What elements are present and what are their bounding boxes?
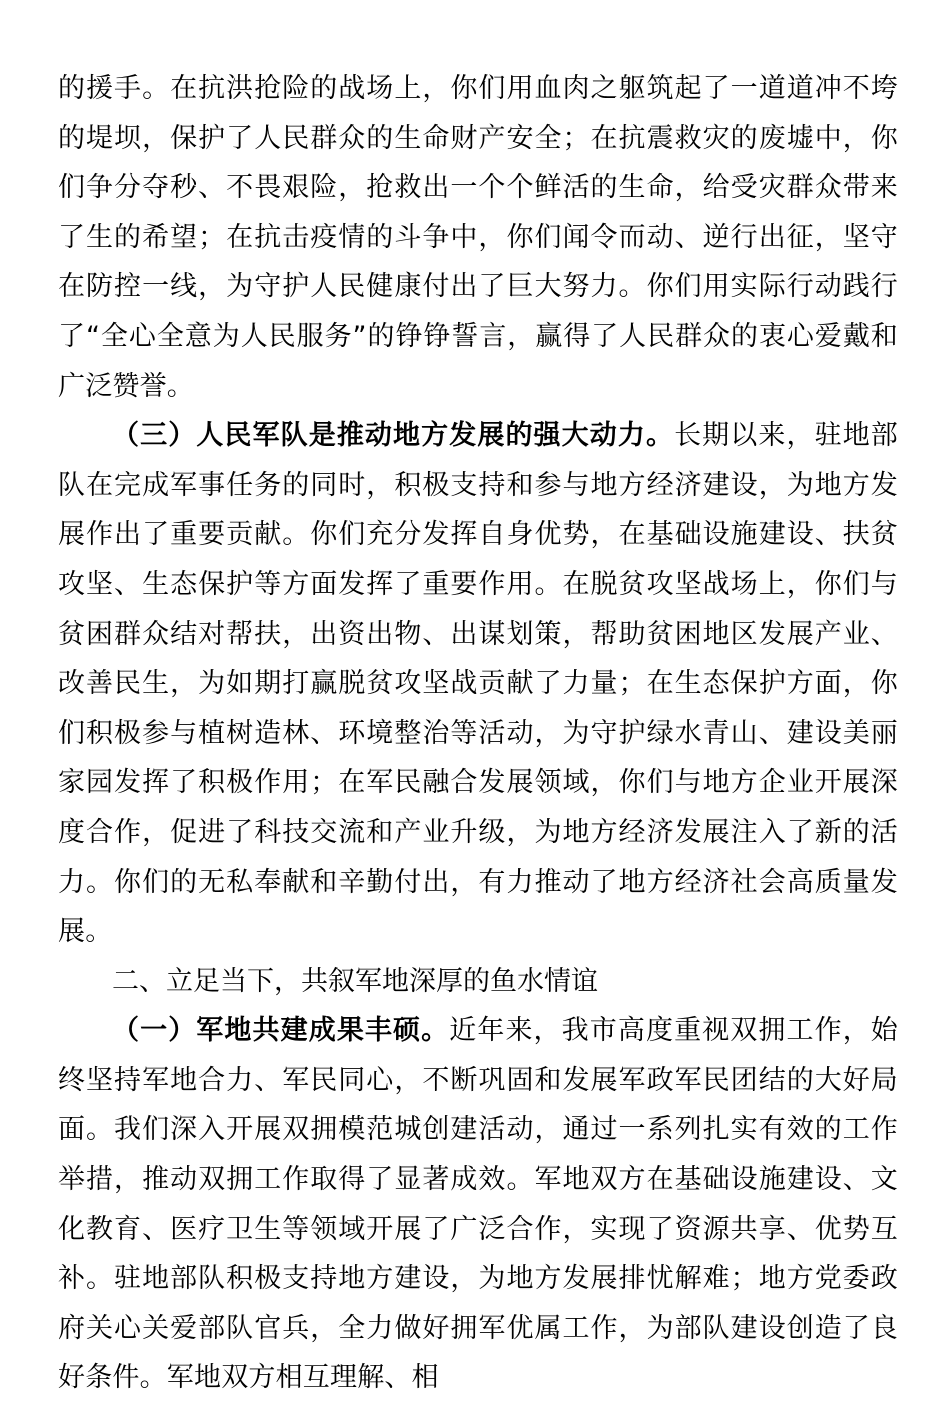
paragraph-text: 长期以来，驻地部队在完成军事任务的同时，积极支持和参与地方经济建设，为地方发展作出了重要贡献。你们充分发挥自身优势，在基础设施建设、扶贫攻坚、生态保护等方面发挥了重要作用。在脱贫攻坚战场上，你们与贫困群众结对帮扶，出资出物、出谋划策，帮助贫困地区发展产业、改善民生，为如期打赢脱贫攻坚战贡献了力量；在生态保护方面，你们积极参与植树造林、环境整治等活动，为守护绿水青山、建设美丽家园发挥了积极作用；在军民融合发展领域，你们与地方企业开展深度合作，促进了科技交流和产业升级，为地方经济发展注入了新的活力。你们的无私奉献和辛勤付出，有力推动了地方经济社会高质量发展。 xyxy=(58,420,899,948)
section-lead-heading: （三）人民军队是推动地方发展的强大动力。 xyxy=(112,420,675,452)
section-lead-heading: （一）军地共建成果丰硕。 xyxy=(112,1015,450,1047)
document-page xyxy=(58,64,898,1403)
paragraph-joint-construction xyxy=(58,1006,898,1403)
paragraph-rescue-service xyxy=(58,64,898,411)
paragraph-text: 的援手。在抗洪抢险的战场上，你们用血肉之躯筑起了一道道冲不垮的堤坝，保护了人民群众的生命财产安全；在抗震救灾的废墟中，你们争分夺秒、不畏艰险，抢救出一个个鲜活的生命，给受灾群众带来了生的希望；在抗击疫情的斗争中，你们闻令而动、逆行出征，坚守在防控一线，为守护人民健康付出了巨大努力。你们用实际行动践行了“全心全意为人民服务”的铮铮誓言，赢得了人民群众的衷心爱戴和广泛赞誉。 xyxy=(58,73,898,402)
paragraph-text: 近年来，我市高度重视双拥工作，始终坚持军地合力、军民同心，不断巩固和发展军政军民团结的大好局面。我们深入开展双拥模范城创建活动，通过一系列扎实有效的工作举措，推动双拥工作取得了显著成效。军地双方在基础设施建设、文化教育、医疗卫生等领域开展了广泛合作，实现了资源共享、优势互补。驻地部队积极支持地方建设，为地方发展排忧解难；地方党委政府关心关爱部队官兵，全力做好拥军优属工作，为部队建设创造了良好条件。军地双方相互理解、相 xyxy=(58,1015,898,1394)
section-heading: 二、立足当下，共叙军地深厚的鱼水情谊 xyxy=(112,965,598,997)
paragraph-local-development xyxy=(58,411,898,957)
